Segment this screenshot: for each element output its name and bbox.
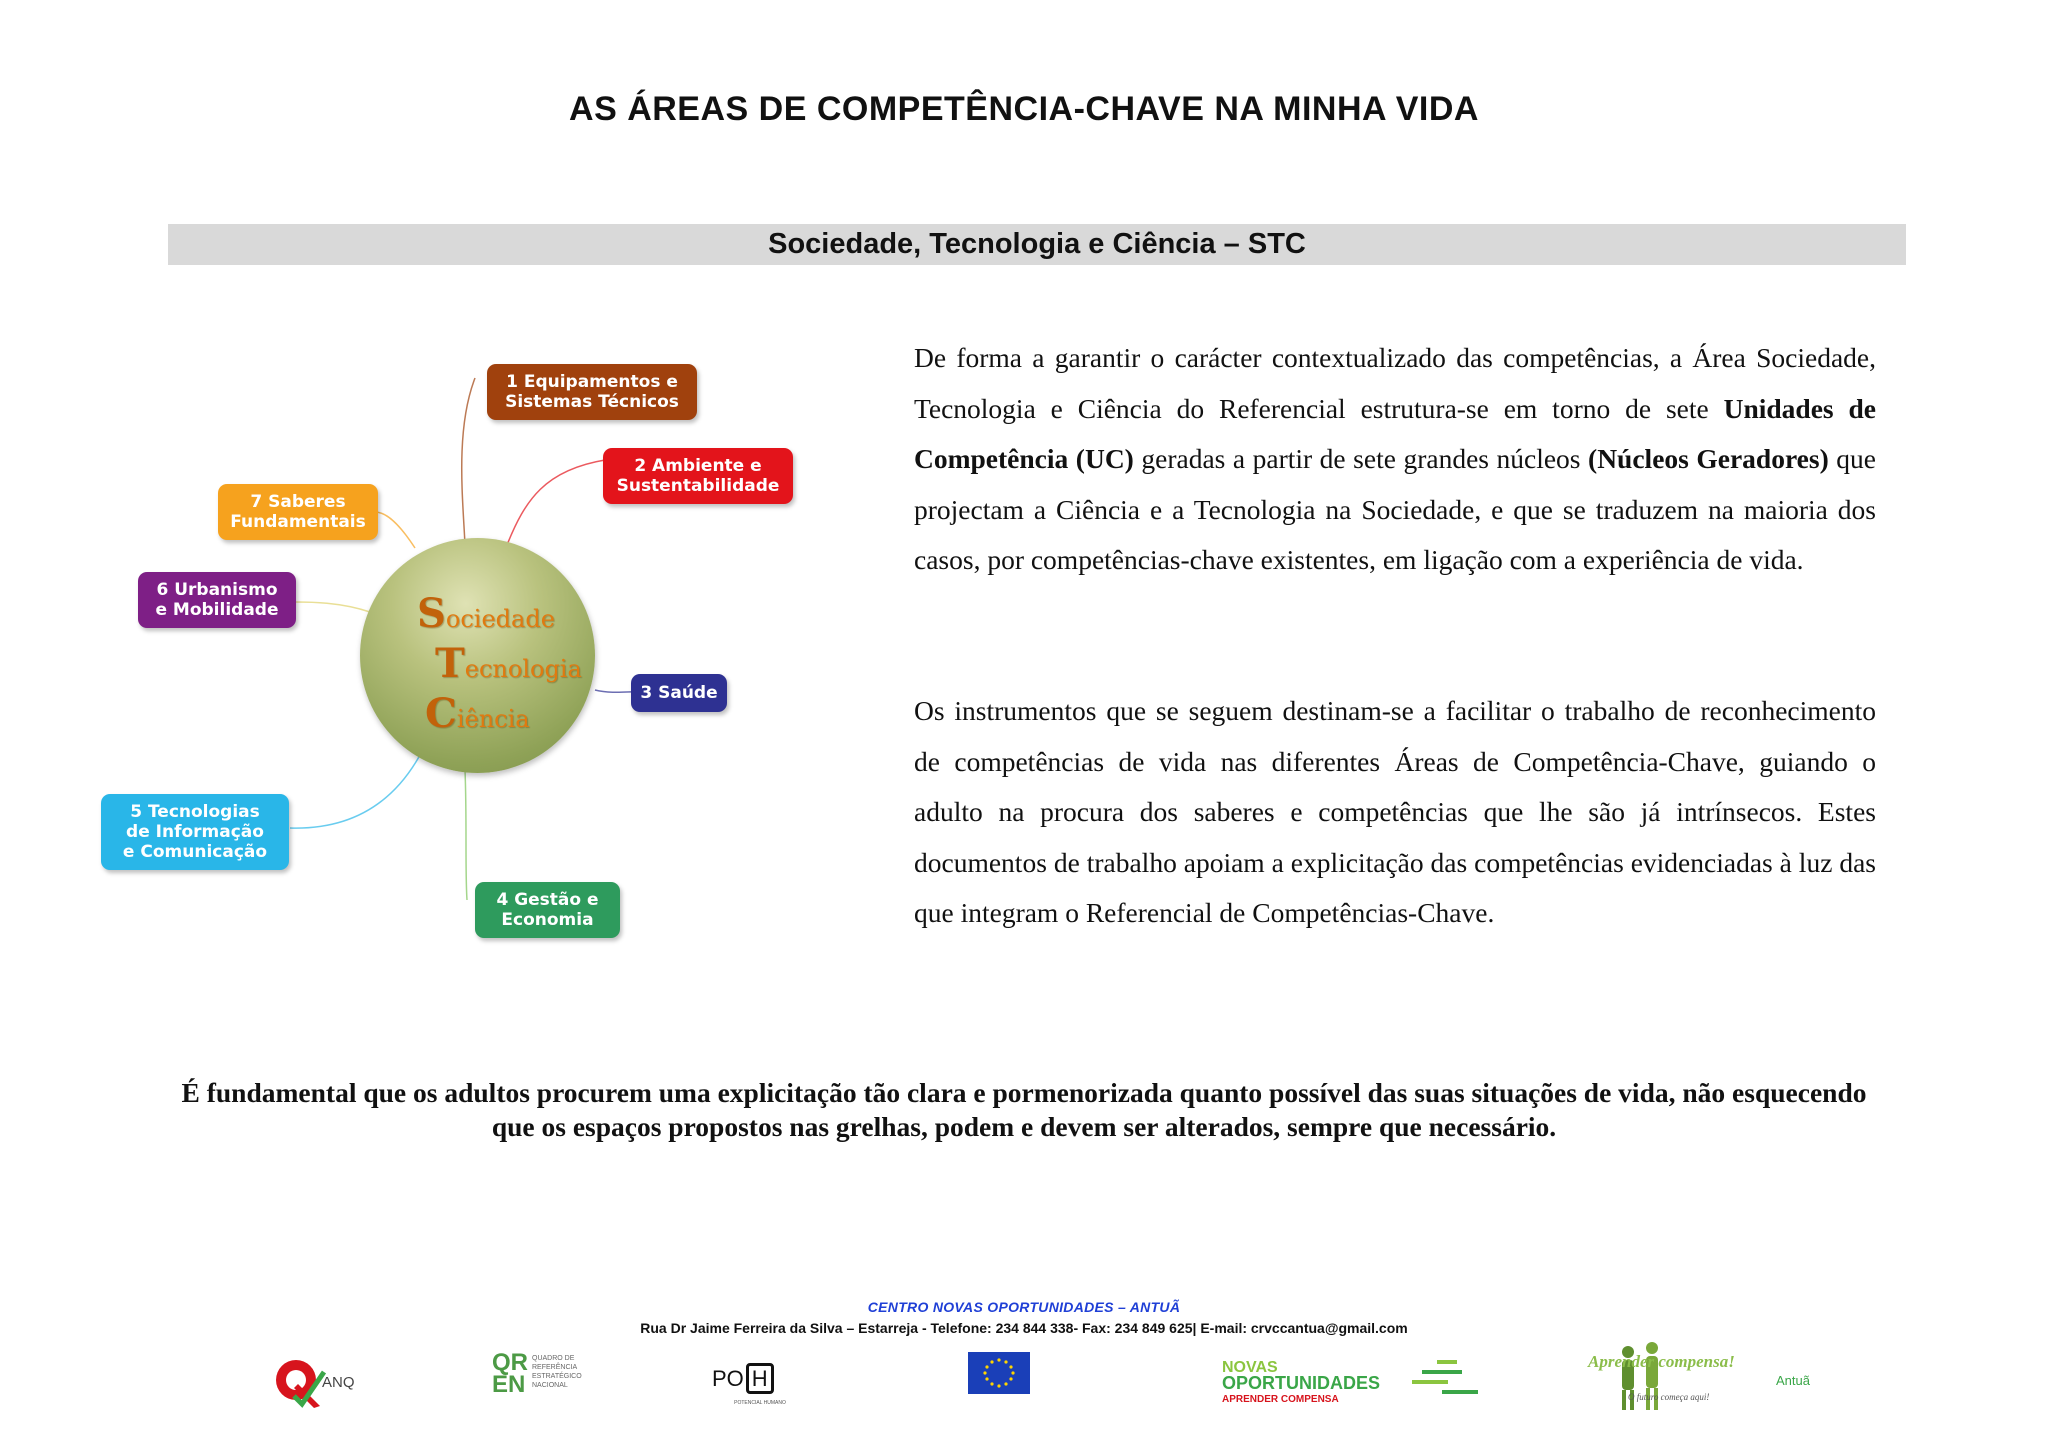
node-6-line2: e Mobilidade [155, 600, 279, 620]
node-ambiente [603, 448, 793, 504]
page-title: AS ÁREAS DE COMPETÊNCIA-CHAVE NA MINHA VIDA [569, 90, 1479, 128]
node-3-line1: 3 Saúde [640, 683, 718, 703]
node-1-line2: Sistemas Técnicos [505, 392, 679, 412]
node-4-line2: Economia [501, 910, 594, 930]
poph-logo [710, 1348, 810, 1412]
node-7-line1: 7 Saberes [250, 492, 346, 512]
footer-address: Rua Dr Jaime Ferreira da Silva – Estarreja - Telefone: 234 844 338- Fax: 234 849 625| E-mail: crvccantua@gmail.com [640, 1320, 1408, 1336]
novas-oportunidades-logo [1222, 1348, 1484, 1412]
paragraph-1-bold1: Unidades de Competência (UC) [914, 392, 1876, 474]
node-saberes [218, 484, 378, 540]
node-5-line3: e Comunicação [122, 842, 268, 862]
aprender-compensa-subtitle: O futuro começa aqui! [1628, 1392, 1710, 1402]
node-5-line1: 5 Tecnologias [130, 802, 260, 822]
novas-text: NOVAS [1222, 1359, 1278, 1376]
node-2-line1: 2 Ambiente e [634, 456, 762, 476]
poph-text: PO [712, 1366, 744, 1391]
node-4-line1: 4 Gestão e [496, 890, 599, 910]
aprender-compensa-logo [1588, 1340, 1748, 1412]
paragraph-1-bold2: (Núcleos Geradores) [1588, 443, 1829, 474]
poph-subtitle: POTENCIAL HUMANO [734, 1400, 786, 1406]
center-word-3-initial: C [425, 690, 457, 737]
poph-h: H [746, 1363, 774, 1394]
node-urbanismo [138, 572, 296, 628]
center-word-2-initial: T [435, 640, 465, 687]
stc-mindmap [95, 350, 805, 950]
paragraph-1-part3: que projectam a Ciência e a Tecnologia na Sociedade, e que se traduzem na maioria dos casos, por competências-chave existentes, em ligação com a experiência de vida. [914, 443, 1876, 575]
qren-text: QUADRO DE REFERÊNCIA ESTRATÉGICO NACIONAL [532, 1355, 582, 1389]
aprender-compensa-text: APRENDER COMPENSA [1222, 1394, 1339, 1405]
antua-text: Antuã [1776, 1373, 1810, 1388]
eu-flag-logo [968, 1352, 1030, 1394]
section-title: Sociedade, Tecnologia e Ciência – STC [768, 228, 1306, 260]
node-tecnologias-informacao [101, 794, 289, 870]
antua-label [1776, 1372, 1836, 1392]
footer-organization: CENTRO NOVAS OPORTUNIDADES – ANTUÃ [867, 1299, 1181, 1315]
connector-6 [295, 602, 370, 612]
center-word-2-rest: ecnologia [464, 655, 582, 683]
node-equipamentos [487, 364, 697, 420]
connector-1 [462, 378, 475, 545]
connector-7 [375, 512, 415, 548]
paragraph-1 [914, 333, 1876, 586]
center-word-1-initial: S [417, 590, 446, 637]
paragraph-1-part1: De forma a garantir o carácter contextualizado das competências, a Área Sociedade, Tecnologia e Ciência do Referencial estrutura-se em torno de sete [914, 342, 1876, 424]
node-5-line2: de Informação [126, 822, 264, 842]
qren-letters-top: QR [492, 1349, 528, 1376]
node-saude [631, 674, 727, 712]
center-word-3-rest: iência [456, 705, 530, 733]
qren-letters-bottom: EN [492, 1371, 526, 1398]
anq-text: ANQ [322, 1374, 355, 1391]
node-gestao [475, 882, 620, 938]
oportunidades-text: OPORTUNIDADES [1222, 1373, 1381, 1393]
center-word-sociedade [417, 590, 555, 637]
connector-2 [507, 460, 605, 545]
center-word-1-rest: ociedade [445, 605, 555, 633]
important-note: É fundamental que os adultos procurem uma explicitação tão clara e pormenorizada quanto possível das suas situações de vida, não esquecendo que os espaços propostos nas grelhas, podem e devem ser alterados, sempre que necessário. [181, 1077, 1867, 1142]
qren-logo [492, 1348, 602, 1412]
center-word-tecnologia [435, 640, 582, 687]
node-7-line2: Fundamentais [230, 512, 366, 532]
node-2-line2: Sustentabilidade [616, 476, 780, 496]
novas-stripes-icon [1412, 1360, 1482, 1400]
connector-4 [465, 770, 467, 900]
aprender-compensa-title: Aprender compensa! [1588, 1352, 1735, 1371]
paragraph-2: Os instrumentos que se seguem destinam-se a facilitar o trabalho de reconhecimento de competências de vida nas diferentes Áreas de Competência-Chave, guiando o adulto na procura dos saberes e competências que lhe são já intrínsecos. Estes documentos de trabalho apoiam a explicitação das competências evidenciadas à luz das que integram o Referencial de Competências-Chave. [914, 695, 1876, 928]
connector-5 [290, 755, 420, 828]
section-header [168, 224, 1906, 265]
eu-flag [968, 1352, 1030, 1394]
paragraph-1-part2: geradas a partir de sete grandes núcleos [1133, 443, 1589, 474]
center-word-ciencia [425, 690, 530, 737]
node-1-line1: 1 Equipamentos e [506, 372, 678, 392]
node-6-line1: 6 Urbanismo [156, 580, 278, 600]
anq-logo [268, 1348, 378, 1412]
